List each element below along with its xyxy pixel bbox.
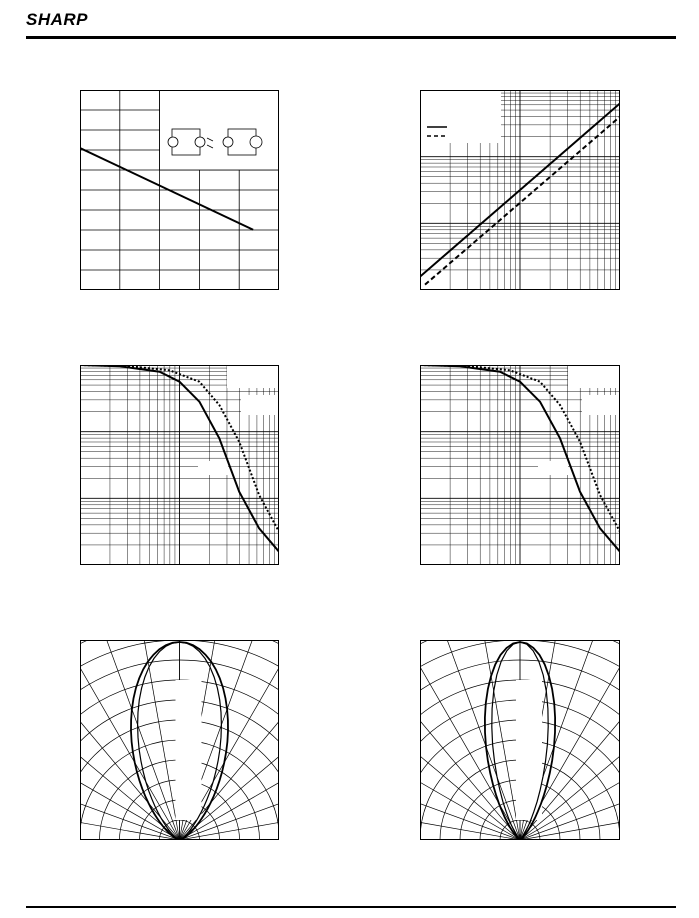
annotation-box: [198, 461, 228, 475]
scale-label-strip: [176, 680, 202, 820]
polar-spoke: [80, 640, 180, 840]
chart-polar-left: [80, 640, 279, 840]
annotation-box: [538, 461, 568, 475]
annotation-box: [582, 395, 619, 415]
chart-log-log-rising-plot: [420, 90, 620, 290]
legend-box: [568, 366, 619, 388]
photodiode-icon: [223, 137, 233, 147]
header-rule: [26, 36, 676, 39]
chart-log-x-rolloff-left: [80, 365, 279, 565]
chart-linear-decline-plot: [80, 90, 279, 290]
meter-icon: [250, 136, 262, 148]
chart-polar-left-plot: [80, 640, 279, 840]
sharp-logo: SHARP: [26, 10, 89, 29]
inset-panel: [160, 90, 279, 170]
chart-log-x-rolloff-right-plot: [420, 365, 620, 565]
light-source-icon: [168, 137, 178, 147]
polar-spoke: [80, 640, 180, 840]
polar-spoke: [420, 731, 520, 840]
led-icon: [195, 137, 205, 147]
polar-spoke: [80, 640, 180, 840]
chart-polar-right-plot: [420, 640, 620, 840]
chart-log-x-rolloff-right: [420, 365, 620, 565]
polar-spoke: [80, 640, 180, 840]
chart-linear-decline: [80, 90, 279, 290]
chart-log-x-rolloff-left-plot: [80, 365, 279, 565]
chart-log-log-rising: [420, 90, 620, 290]
annotation-box: [241, 395, 278, 415]
legend-box: [421, 91, 501, 143]
chart-polar-right: [420, 640, 620, 840]
legend-box: [227, 366, 278, 388]
footer-rule: [26, 906, 676, 908]
